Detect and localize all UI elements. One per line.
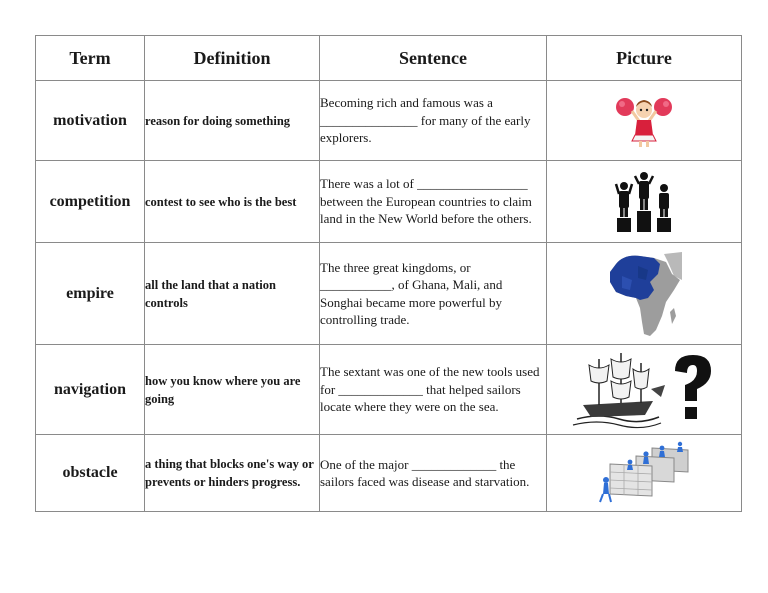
sentence-cell: One of the major _____________ the sailors faced was disease and starvation.	[320, 435, 547, 512]
vocabulary-table	[35, 35, 742, 512]
sentence-cell: Becoming rich and famous was a _______________ for many of the early explorers.	[320, 81, 547, 161]
table-row	[36, 243, 742, 345]
sentence-cell: There was a lot of _________________ between the European countries to claim land in the New World before the others.	[320, 161, 547, 243]
definition-cell: a thing that blocks one's way or prevents or hinders progress.	[145, 435, 320, 512]
picture-cell	[547, 161, 742, 243]
term-cell: empire	[36, 243, 145, 345]
table-row	[36, 345, 742, 435]
africa-map-icon	[604, 250, 684, 338]
table-row	[36, 435, 742, 512]
picture-cell	[547, 345, 742, 435]
header-row	[36, 36, 742, 81]
definition-cell: contest to see who is the best	[145, 161, 320, 243]
picture-cell	[547, 435, 742, 512]
definition-cell: reason for doing something	[145, 81, 320, 161]
wall-obstacle-icon	[596, 440, 692, 506]
table-row	[36, 161, 742, 243]
term-cell: competition	[36, 161, 145, 243]
header-picture: Picture	[547, 36, 742, 81]
definition-cell: all the land that a nation controls	[145, 243, 320, 345]
ship-question-icon	[569, 349, 719, 431]
term-cell: navigation	[36, 345, 145, 435]
table-row	[36, 81, 742, 161]
cheerleader-icon	[613, 93, 675, 149]
sentence-cell: The three great kingdoms, or ___________, of Ghana, Mali, and Songhai became more powerful by controlling trade.	[320, 243, 547, 345]
podium-icon	[613, 170, 675, 234]
picture-cell	[547, 243, 742, 345]
header-sentence: Sentence	[320, 36, 547, 81]
header-term: Term	[36, 36, 145, 81]
definition-cell: how you know where you are going	[145, 345, 320, 435]
term-cell: motivation	[36, 81, 145, 161]
sentence-cell: The sextant was one of the new tools used for _____________ that helped sailors locate where they were on the sea.	[320, 345, 547, 435]
term-cell: obstacle	[36, 435, 145, 512]
header-definition: Definition	[145, 36, 320, 81]
picture-cell	[547, 81, 742, 161]
